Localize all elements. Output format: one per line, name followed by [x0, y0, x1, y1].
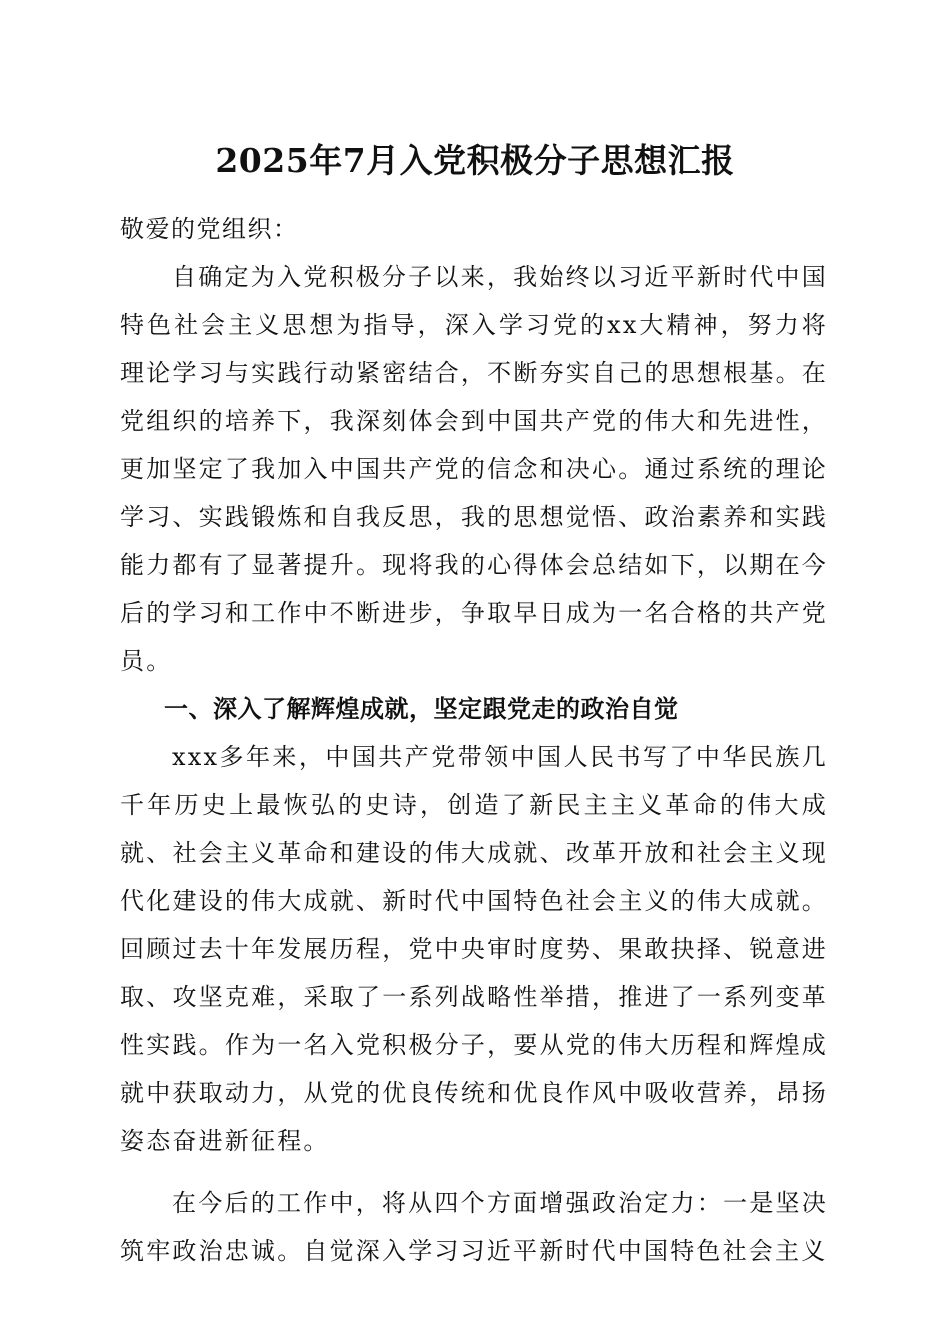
document-title: 2025年7月入党积极分子思想汇报	[215, 141, 735, 180]
salutation: 敬爱的党组织：	[120, 215, 299, 243]
section-paragraph-1: xxx多年来，中国共产党带领中国人民书写了中华民族几千年历史上最恢弘的史诗，创造了新民主主义革命的伟大成就、社会主义革命和建设的伟大成就、改革开放和社会主义现代化建设的伟大成就、新时代中国特色社会主义的伟大成就。回顾过去十年发展历程，党中央审时度势、果敢抉择、锐意进取、攻坚克难，采取了一系列战略性举措，推进了一系列变革性实践。作为一名入党积极分子，要从党的伟大历程和辉煌成就中获取动力，从党的优良传统和优良作风中吸收营养，昂扬姿态奋进新征程。	[120, 743, 828, 1155]
document-body	[120, 205, 828, 1275]
section-paragraph-2: 在今后的工作中，将从四个方面增强政治定力：一是坚决筑牢政治忠诚。自觉深入学习习近平新时代中国特色社会主义	[120, 1189, 828, 1265]
section-heading: 一、深入了解辉煌成就，坚定跟党走的政治自觉	[164, 695, 679, 723]
intro-paragraph: 自确定为入党积极分子以来，我始终以习近平新时代中国特色社会主义思想为指导，深入学习党的xx大精神，努力将理论学习与实践行动紧密结合，不断夯实自己的思想根基。在党组织的培养下，我深刻体会到中国共产党的伟大和先进性，更加坚定了我加入中国共产党的信念和决心。通过系统的理论学习、实践锻炼和自我反思，我的思想觉悟、政治素养和实践能力都有了显著提升。现将我的心得体会总结如下，以期在今后的学习和工作中不断进步，争取早日成为一名合格的共产党员。	[120, 263, 828, 675]
paragraph-gap	[120, 1165, 828, 1179]
